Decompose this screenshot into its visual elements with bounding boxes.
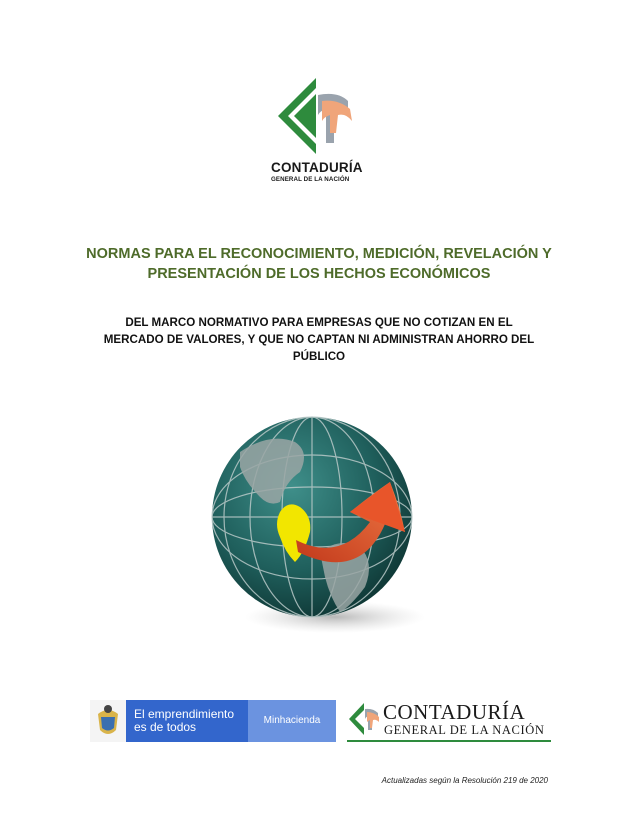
contaduria-emblem-icon [268,73,368,159]
document-title [40,244,598,284]
gov-slogan-line-1: El emprendimiento [134,707,235,721]
subtitle-line-2: MERCADO DE VALORES, Y QUE NO CAPTAN NI ADMINISTRAN AHORRO DEL [103,333,535,346]
logo-bottom-rule [347,740,551,742]
footer-note: Actualizadas según la Resolución 219 de 2020 [381,776,548,785]
globe-illustration [200,412,440,637]
logo-top-name-line1: CONTADURÍA [271,160,363,175]
document-subtitle [60,314,578,365]
gov-logo [90,700,336,742]
gov-slogan-line-2: es de todos [134,720,197,734]
title-line-1: NORMAS PARA EL RECONOCIMIENTO, MEDICIÓN, REVELACIÓN Y [86,246,552,262]
logo-bottom-name-line1: CONTADURÍA [383,700,526,724]
title-line-2: PRESENTACIÓN DE LOS HECHOS ECONÓMICOS [147,266,491,282]
logo-top-name-line2: GENERAL DE LA NACIÓN [271,176,350,183]
gov-slogan [126,700,248,742]
contaduria-logo-top [268,73,368,185]
logo-bottom-name-line2: GENERAL DE LA NACIÓN [384,723,545,737]
coat-of-arms-icon [90,700,126,742]
globe-arrow-icon [200,412,440,637]
subtitle-line-1: DEL MARCO NORMATIVO PARA EMPRESAS QUE NO COTIZAN EN EL [125,316,513,329]
ministry-name: Minhacienda [248,700,336,742]
contaduria-logo-bottom [347,700,551,742]
contaduria-emblem-small-icon [347,700,381,738]
subtitle-line-3: PÚBLICO [292,350,346,363]
